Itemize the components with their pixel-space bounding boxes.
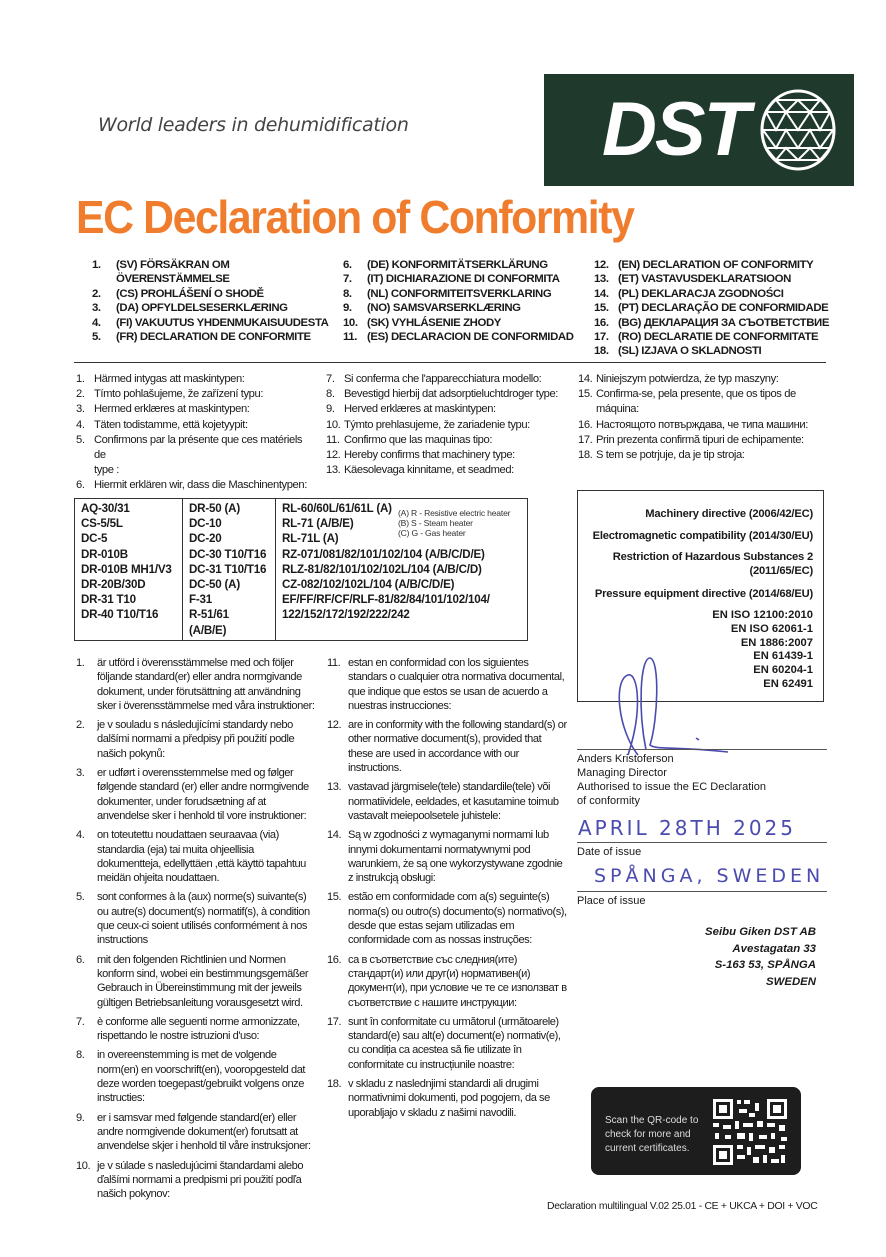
standard: EN ISO 62061-1 xyxy=(730,622,813,635)
directive-machinery: Machinery directive (2006/42/EC) xyxy=(645,508,813,520)
intro-statements-col2 xyxy=(326,372,566,478)
model-name: DR-31 T10 xyxy=(81,593,136,607)
list-item: 14. Niniejszym potwierdza, że typ maszyny: xyxy=(578,373,779,385)
list-item: 8. Bevestigd hierbij dat adsorptieluchtdroger type: xyxy=(326,388,559,401)
model-name: RL-71L (A) xyxy=(282,532,339,546)
signatory-block xyxy=(577,752,766,808)
model-name: RZ-071/081/82/101/102/104 (A/B/C/D/E) xyxy=(282,547,485,561)
tagline: World leaders in dehumidification xyxy=(98,114,409,136)
list-item: 12. are in conformity with the following standard(s) or other normative document(s), provided that these are used in accordance with our instructions. xyxy=(327,719,567,775)
logo-text: DST xyxy=(602,87,748,172)
list-item: 14. Są w zgodności z wymaganymi normami lub innymi dokumentami normatywnymi pod warunkiem, że są one wykorzystywane zgodnie z instrukcją obsługi: xyxy=(327,829,563,885)
model-name: AQ-30/31 xyxy=(81,502,130,515)
intro-statements-col3 xyxy=(578,372,828,463)
list-item: 2. je v souladu s následujícími standardy nebo dalšími normami a předpisy při použití podle našich pokynů: xyxy=(76,719,295,760)
list-item: 16. Настоящото потвърждава, че типа машини: xyxy=(578,418,808,431)
address-line: S-163 53, SPÅNGA xyxy=(714,959,816,971)
heater-legend: (A) R - Resistive electric heater (B) S - Steam heater (C) G - Gas heater xyxy=(398,508,511,538)
list-item: 12. (EN) DECLARATION OF CONFORMITY xyxy=(594,259,814,271)
model-name: DR-010B MH1/V3 xyxy=(81,562,172,576)
address-line: Seibu Giken DST AB xyxy=(705,926,816,938)
list-item: 9. er i samsvar med følgende standard(er) eller andre normgivende dokument(er) forutsatt at anvendelse skjer i henhold til våre instruksjoner: xyxy=(76,1111,311,1153)
list-item: 4. (FI) VAKUUTUS YHDENMUKAISUUDESTA xyxy=(92,316,329,329)
place-label: Place of issue xyxy=(577,895,646,907)
list-item: 6. mit den folgenden Richtlinien und Normen konform sind, wobei ein bestimmungsgemäßer Gebrauch in Übereinstimmung mit der jeweils gültigen Betriebsanleitung vorausgesetzt wird. xyxy=(76,953,309,1009)
model-name: DR-20B/30D xyxy=(81,578,146,592)
divider xyxy=(74,362,826,363)
signatory-authority: Authorised to issue the EC Declaration xyxy=(577,781,766,793)
list-item: 5. sont conformes à la (aux) norme(s) suivante(s) ou autre(s) document(s) normatif(s), à condition que ceux-ci soient utilisés conformément à nos instructions xyxy=(76,891,310,947)
place-handwritten: SPÅNGA, SWEDEN xyxy=(594,865,825,887)
signature-line xyxy=(577,749,827,750)
date-label: Date of issue xyxy=(577,846,642,858)
declaration-titles-col2 xyxy=(343,258,574,344)
list-item: 8. (NL) CONFORMITEITSVERKLARING xyxy=(343,287,552,300)
model-name: DR-010B xyxy=(81,547,128,561)
list-item: 11. (ES) DECLARACION DE CONFORMIDAD xyxy=(343,331,574,344)
list-item: ÖVERENSTÄMMELSE xyxy=(116,273,230,286)
list-item: 9. Herved erklæres at maskintypen: xyxy=(326,403,496,416)
list-item: 1. är utförd i överensstämmelse med och följer följande standard(er) eller andra normgivande dokument, under förutsättning att användning sker i överensstämmelse med våra instruktioner: xyxy=(76,657,315,712)
model-name: F-31 xyxy=(189,593,213,607)
conformity-statements-col1 xyxy=(76,656,316,1206)
dst-logo xyxy=(544,74,854,186)
list-item: 11. estan en conformidad con los siguientes standars o cualquier otra normativa documental, que indique que estos se usan de acuerdo a nuestras instrucciones: xyxy=(327,657,565,712)
company-address xyxy=(705,924,816,990)
list-item: 7. è conforme alle seguenti norme armonizzate, rispettando le nostre istruzioni d'uso: xyxy=(76,1015,300,1043)
models-col-1 xyxy=(75,499,183,641)
list-item: 1. Härmed intygas att maskintypen: xyxy=(76,373,245,385)
signatory-authority-2: of conformity xyxy=(577,795,640,807)
intro-statements-col1 xyxy=(76,372,316,494)
list-item: 7. (IT) DICHIARAZIONE DI CONFORMITA xyxy=(343,273,560,286)
models-table xyxy=(74,498,528,641)
list-item: 9. (NO) SAMSVARSERKLÆRING xyxy=(343,302,521,315)
list-item: type : xyxy=(94,464,119,477)
standard: EN 60204-1 xyxy=(753,664,813,677)
date-handwritten: APRIL 28TH 2025 xyxy=(578,816,796,840)
list-item: 3. Hermed erklæres at maskintypen: xyxy=(76,403,250,416)
model-name: DC-5 xyxy=(81,532,108,546)
model-name: DC-50 (A) xyxy=(189,578,241,592)
list-item: 3. er udført i overensstemmelse med og følger følgende standard (er) eller andre normgivende dokumenter, under forudsætning af at anvendelse sker i henhold til vore instruktioner: xyxy=(76,767,309,822)
list-item: 2. (CS) PROHLÁŠENÍ O SHODĚ xyxy=(92,287,264,300)
address-line: Avestagatan 33 xyxy=(732,942,816,955)
document-version-footer: Declaration multilingual V.02 25.01 - CE + UKCA + DOI + VOC xyxy=(547,1201,818,1212)
page-title: EC Declaration of Conformity xyxy=(76,191,634,243)
globe-icon xyxy=(758,88,838,172)
list-item: 18. v skladu z naslednjimi standardi ali drugimi normativnimi dokumenti, pod pogojem, da se uporabljajo v skladu z našimi navodili. xyxy=(327,1078,550,1119)
model-name: 122/152/172/192/222/242 xyxy=(282,608,410,622)
list-item: 15. (PT) DECLARAÇÃO DE CONFORMIDADE xyxy=(594,302,829,315)
qr-code-panel[interactable] xyxy=(591,1087,801,1175)
model-name: DR-40 T10/T16 xyxy=(81,608,159,622)
list-item: 17. (RO) DECLARATIE DE CONFORMITATE xyxy=(594,331,819,344)
directive-pressure: Pressure equipment directive (2014/68/EU) xyxy=(594,588,813,600)
list-item: 13. (ET) VASTAVUSDEKLARATSIOON xyxy=(594,273,791,286)
list-item: 2. Tímto pohlašujeme, že zařízení typu: xyxy=(76,388,264,401)
model-name: RLZ-81/82/101/102/102L/104 (A/B/C/D) xyxy=(282,562,482,576)
declaration-titles-col3 xyxy=(594,258,829,359)
model-name: DC-20 xyxy=(189,532,222,546)
list-item: 5. Confirmons par la présente que ces matériels de xyxy=(76,433,303,462)
list-item: 18. S tem se potrjuje, da je tip stroja: xyxy=(578,449,745,462)
list-item: 5. (FR) DECLARATION DE CONFORMITE xyxy=(92,331,311,344)
place-line xyxy=(577,891,827,892)
list-item: 17. Prin prezenta confirmă tipuri de echipamente: xyxy=(578,433,804,446)
list-item: 1. (SV) FÖRSÄKRAN OM xyxy=(92,259,230,271)
list-item: 16. (BG) ДЕКЛАРАЦИЯ ЗА СЪОТВЕТСТВИЕ xyxy=(594,316,830,329)
standard: EN 1886:2007 xyxy=(740,636,813,649)
model-name: RL-60/60L/61/61L (A) xyxy=(282,502,392,515)
model-name: DC-10 xyxy=(189,517,222,531)
models-col-2 xyxy=(183,499,276,641)
list-item: 10. Týmto prehlasujeme, že zariadenie typu: xyxy=(326,418,530,431)
model-name: DC-30 T10/T16 xyxy=(189,547,267,561)
standard: EN 62491 xyxy=(763,677,813,690)
qr-instructions: Scan the QR-code to check for more and current certificates. xyxy=(605,1115,699,1154)
directive-emc: Electromagnetic compatibility (2014/30/EU) xyxy=(592,530,813,542)
conformity-statements-col2 xyxy=(327,656,567,1125)
model-name: R-51/61 (A/B/E) xyxy=(189,608,229,637)
list-item: 15. Confirma-se, pela presente, que os tipos de xyxy=(578,388,796,401)
list-item: 18. (SL) IZJAVA O SKLADNOSTI xyxy=(594,345,762,358)
list-item: 4. on toteutettu noudattaen seuraavaa (via) standardia (eja) tai muita ohjeellisia dokumentteja, edellyttäen ,että käyttö tapahtuu meidän ohjeita noudattaen. xyxy=(76,829,306,885)
list-item: 12. Hereby confirms that machinery type: xyxy=(326,449,515,462)
qr-code-icon[interactable] xyxy=(711,1097,789,1167)
directive-rohs: Restriction of Hazardous Substances 2 (2011/65/EC) xyxy=(612,551,813,577)
address-line: SWEDEN xyxy=(766,975,816,988)
standard: EN 61439-1 xyxy=(753,650,813,663)
models-col-3 xyxy=(276,499,528,641)
list-item: 10. (SK) VYHLÁSENIE ZHODY xyxy=(343,316,501,329)
list-item: 13. vastavad järgmisele(tele) standardile(tele) või normatiividele, eeldades, et kasutamine toimub vastavalt meiepoolsetele juhistele: xyxy=(327,781,559,822)
list-item: 14. (PL) DEKLARACJA ZGODNOŚCI xyxy=(594,287,784,300)
list-item: 7. Si conferma che l'apparecchiatura modello: xyxy=(326,373,542,385)
standard: EN ISO 12100:2010 xyxy=(712,609,813,621)
model-name: DR-50 (A) xyxy=(189,502,241,515)
list-item: 15. estão em conformidade com a(s) seguinte(s) norma(s) ou outro(s) documento(s) normativo(s), desde que estas sejam utilizadas em conformidade com as nossas instruções: xyxy=(327,891,567,947)
list-item: 11. Confirmo que las maquinas tipo: xyxy=(326,433,493,446)
signatory-role: Managing Director xyxy=(577,767,667,779)
model-name: CZ-082/102/102L/104 (A/B/C/D/E) xyxy=(282,578,455,592)
list-item: máquina: xyxy=(596,403,639,416)
model-name: CS-5/5L xyxy=(81,517,123,531)
list-item: 6. (DE) KONFORMITÄTSERKLÄRUNG xyxy=(343,259,548,271)
model-name: RL-71 (A/B/E) xyxy=(282,517,354,531)
signature xyxy=(598,650,738,760)
list-item: 13. Käesolevaga kinnitame, et seadmed: xyxy=(326,464,514,477)
list-item: 17. sunt în conformitate cu următorul (următoarele) standard(e) sau alt(e) document(e) normativ(e), cu condiția ca acestea să fie utilizate în conformitate cu instrucțiunile noastre: xyxy=(327,1015,561,1071)
signatory-name: Anders Kristoferson xyxy=(577,753,674,765)
model-name: EF/FF/RF/CF/RLF-81/82/84/101/102/104/ xyxy=(282,593,490,607)
list-item: 10. je v súlade s nasledujúcimi štandardami alebo ďalšími normami a predpismi pri použití podľa našich pokynov: xyxy=(76,1159,304,1201)
list-item: 16. са в съответствие със следния(ите) стандарт(и) или друг(и) нормативен(и) документ(и), при условие че те се използват в съответствие с нашите инструкции: xyxy=(327,953,567,1009)
date-line xyxy=(577,842,827,843)
list-item: 4. Täten todistamme, että kojetyypit: xyxy=(76,418,248,431)
list-item: 6. Hiermit erklären wir, dass die Maschinentypen: xyxy=(76,479,307,492)
declaration-titles-col1 xyxy=(92,258,328,344)
list-item: 8. in overeenstemming is met de volgende norm(en) en voorschrift(en), vooropgesteld dat deze worden toegepast/gebruikt volgens onze instructies: xyxy=(76,1049,306,1105)
model-name: DC-31 T10/T16 xyxy=(189,562,267,576)
list-item: 3. (DA) OPFYLDELSESERKLÆRING xyxy=(92,302,288,315)
